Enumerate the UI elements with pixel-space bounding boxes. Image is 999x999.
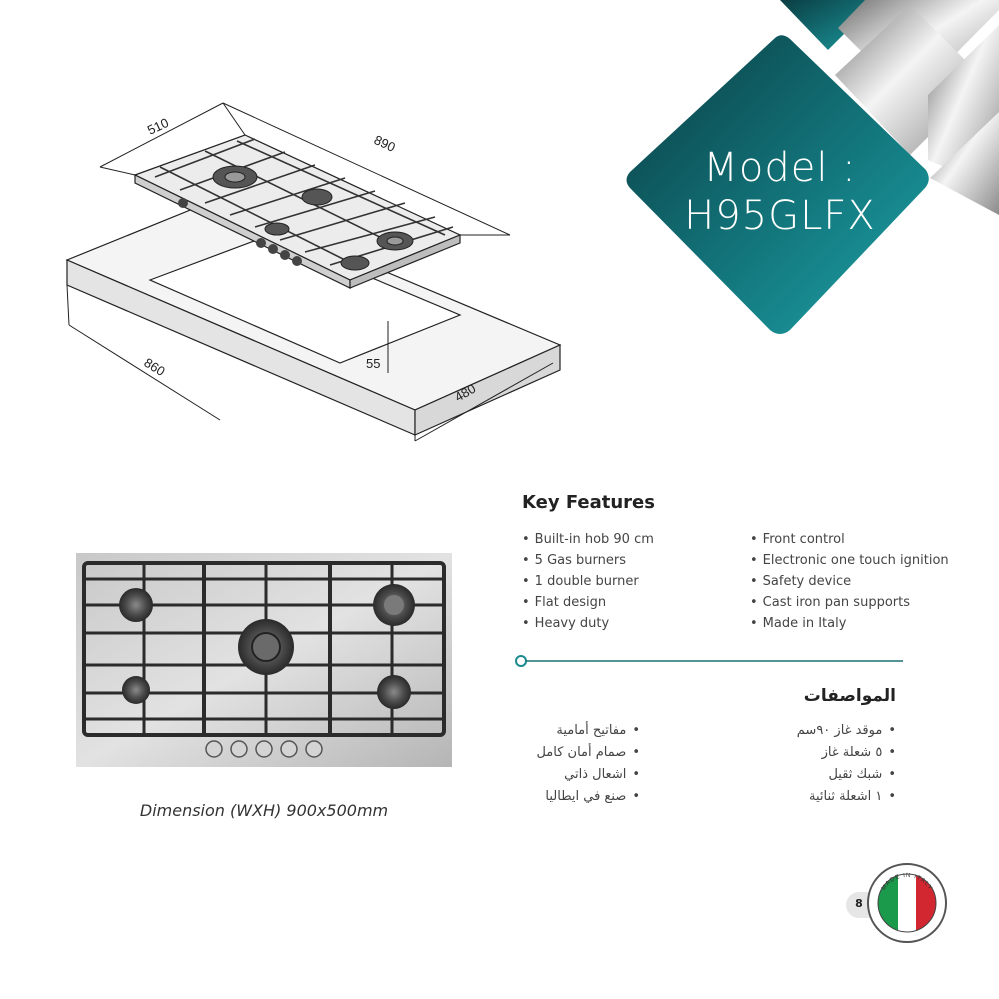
- arabic-spec-item: • مفاتيح أمامية: [470, 720, 640, 742]
- dim-cutout-depth-label: 480: [452, 380, 479, 405]
- dim-width-label: 890: [371, 132, 398, 155]
- feature-item: • Safety device: [750, 571, 949, 592]
- dimension-caption: Dimension (WXH) 900x500mm: [139, 801, 389, 820]
- arabic-spec-item: • ٥ شعلة غاز: [700, 742, 896, 764]
- feature-item: • Electronic one touch ignition: [750, 550, 949, 571]
- arabic-specs-title: المواصفات: [803, 686, 896, 706]
- dim-depth-label: 510: [144, 114, 171, 138]
- model-code: H95GLFX: [684, 193, 876, 239]
- made-in-italy-badge: [866, 862, 948, 944]
- badge-text: MADE IN ITALY: [880, 872, 934, 892]
- feature-item: • 1 double burner: [522, 571, 654, 592]
- arabic-spec-item: • ١ اشعلة ثنائية: [700, 786, 896, 808]
- arabic-spec-item: • صمام أمان كامل: [470, 742, 640, 764]
- dim-height-label: 55: [366, 356, 381, 371]
- feature-item: • 5 Gas burners: [522, 550, 654, 571]
- arabic-spec-item: • صنع في ايطاليا: [470, 786, 640, 808]
- section-divider: [513, 653, 908, 669]
- arabic-spec-item: • اشعال ذاتي: [470, 764, 640, 786]
- arabic-specs-list-right: [700, 720, 896, 808]
- dim-cutout-width-label: 860: [141, 354, 168, 380]
- features-list-left: [522, 529, 654, 634]
- model-label: Model :: [703, 145, 857, 191]
- feature-item: • Made in Italy: [750, 613, 949, 634]
- page-number: 8: [855, 897, 863, 910]
- product-photo: [76, 553, 452, 767]
- arabic-specs-list-left: [470, 720, 640, 808]
- arabic-spec-item: • موقد غاز ٩٠سم: [700, 720, 896, 742]
- feature-item: • Heavy duty: [522, 613, 654, 634]
- features-list-right: [750, 529, 949, 634]
- features-title: Key Features: [522, 492, 655, 513]
- feature-item: • Front control: [750, 529, 949, 550]
- feature-item: • Flat design: [522, 592, 654, 613]
- technical-drawing: [55, 95, 575, 455]
- feature-item: • Built-in hob 90 cm: [522, 529, 654, 550]
- arabic-spec-item: • شبك ثقيل: [700, 764, 896, 786]
- feature-item: • Cast iron pan supports: [750, 592, 949, 613]
